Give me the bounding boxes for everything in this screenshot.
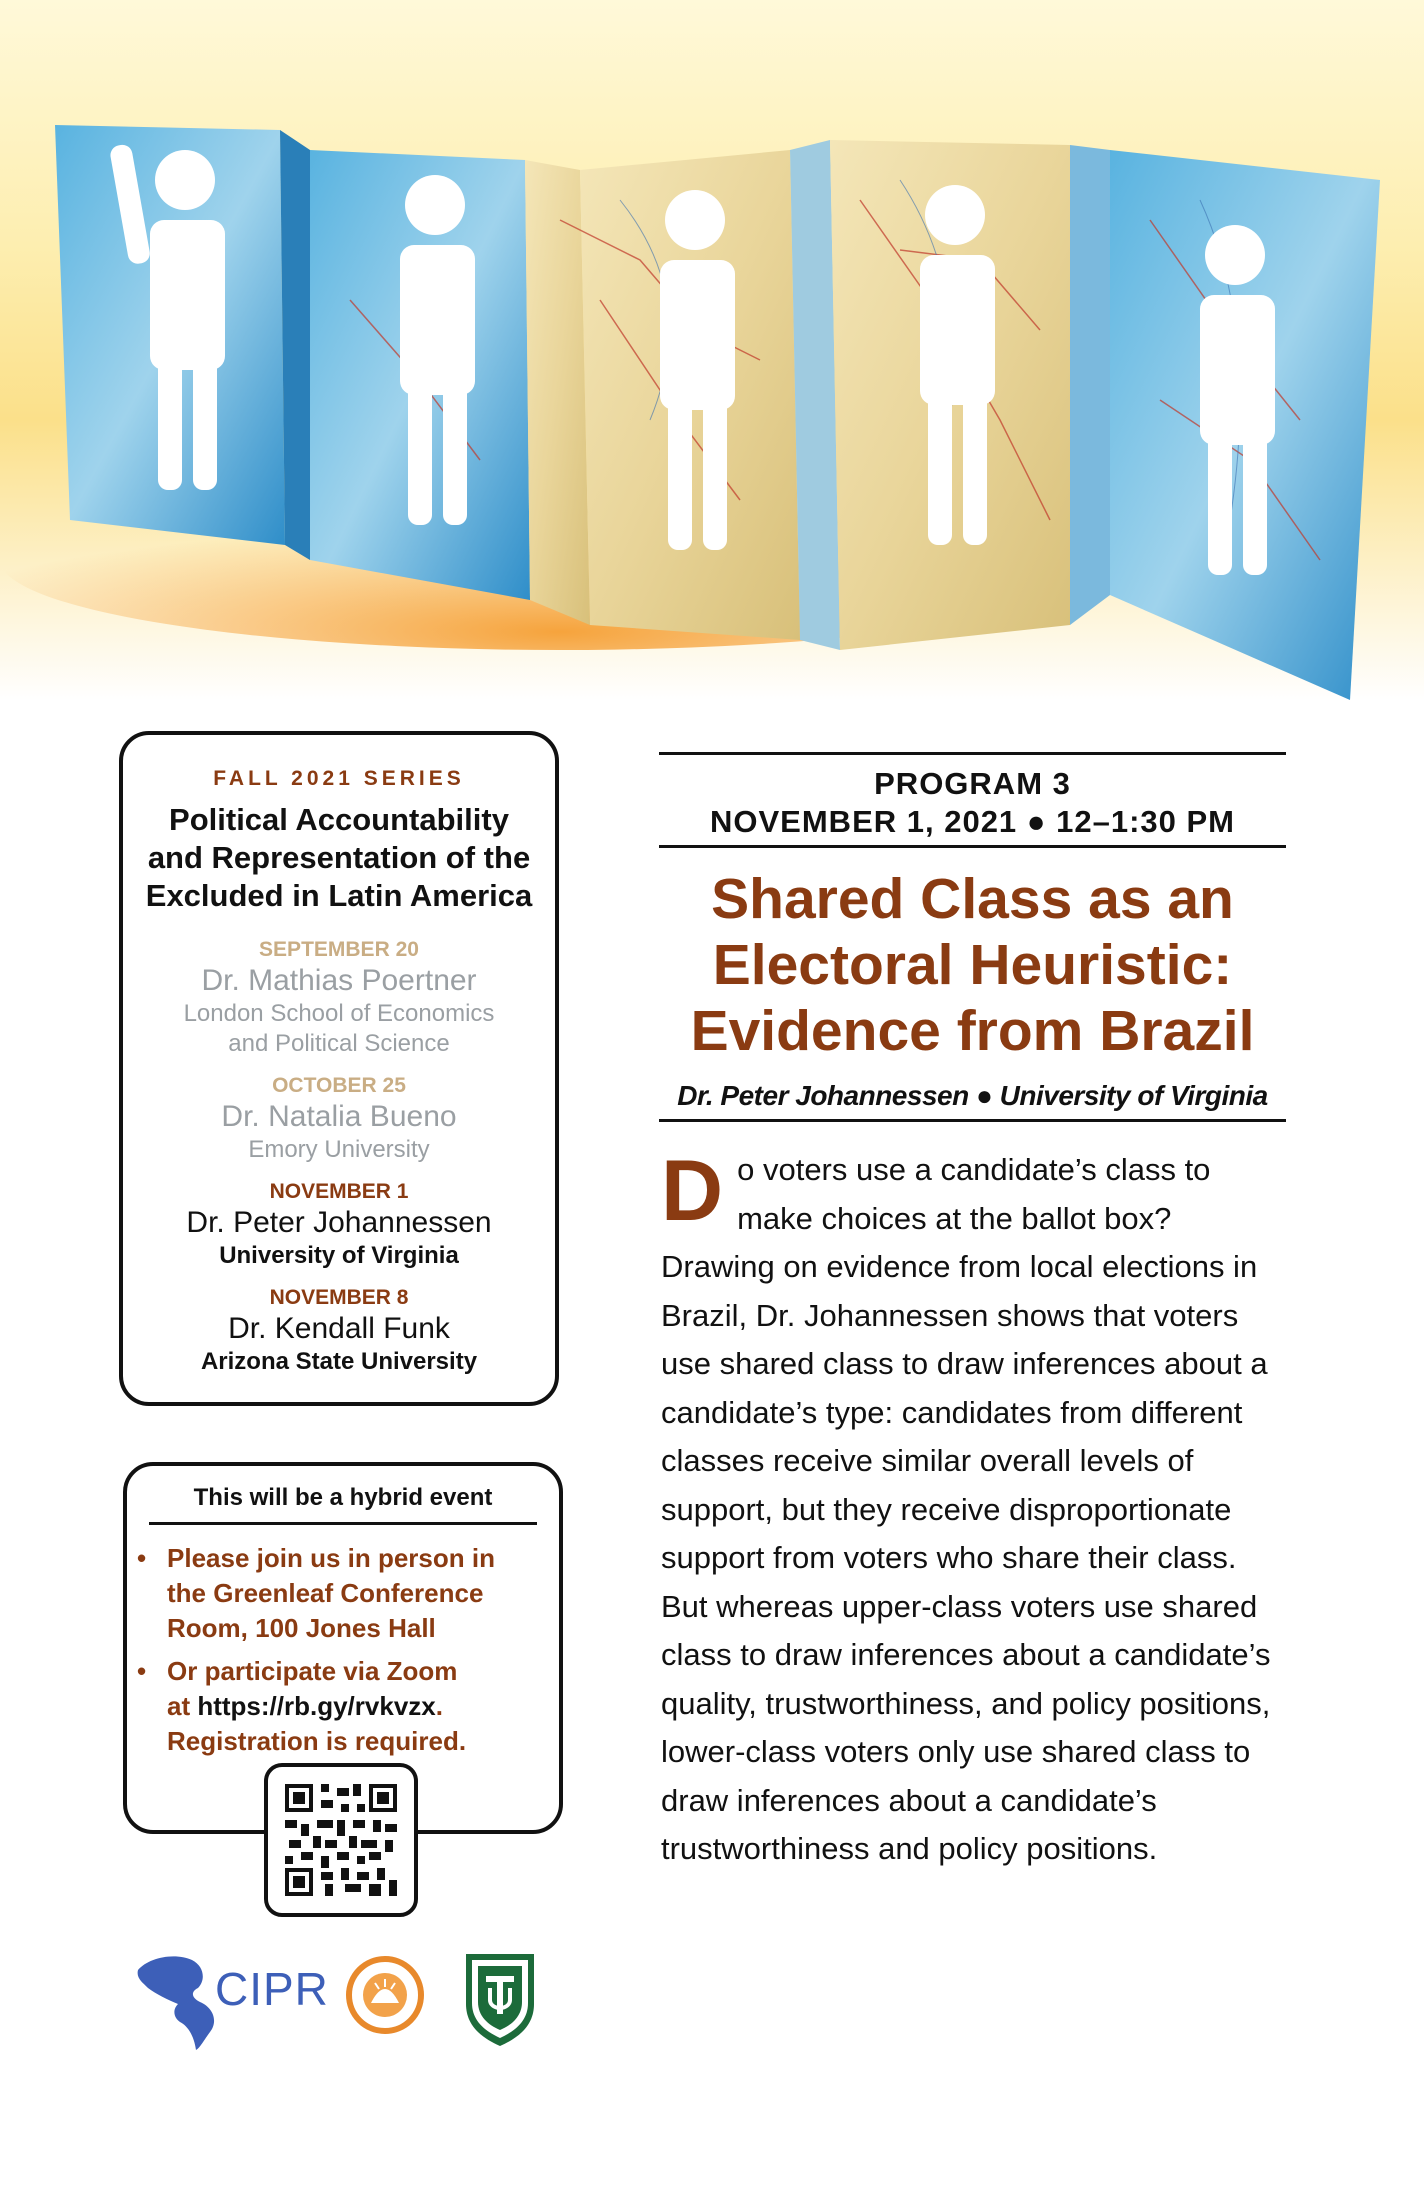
schedule-date: OCTOBER 25 (272, 1074, 406, 1097)
option-line: Room, 100 Jones Hall (167, 1613, 436, 1643)
cipr-logo-text: CIPR (215, 1963, 329, 2015)
hybrid-title: This will be a hybrid event (149, 1484, 537, 1525)
schedule-affiliation: Arizona State University (200, 1348, 478, 1375)
schedule-speaker: Dr. Natalia Bueno (221, 1100, 457, 1133)
option-text: . (435, 1691, 443, 1721)
schedule-date: SEPTEMBER 20 (259, 938, 419, 961)
option-line (167, 1689, 539, 1724)
talk-title-line: Shared Class as an (711, 867, 1234, 931)
schedule-speaker: Dr. Mathias Poertner (201, 964, 477, 997)
hero-illustration (0, 0, 1424, 700)
talk-abstract (661, 1143, 1286, 1874)
qr-code-graphic (285, 1784, 397, 1896)
talk-title-line: Evidence from Brazil (690, 999, 1255, 1063)
schedule-item (123, 1179, 555, 1271)
schedule-date: NOVEMBER 1 (269, 1180, 409, 1203)
drop-cap: D (661, 1143, 724, 1239)
qr-code[interactable] (264, 1763, 418, 1917)
series-title-line: Excluded in Latin America (145, 878, 533, 913)
series-schedule-box (119, 731, 559, 1406)
schedule-affiliation: Emory University (248, 1136, 430, 1163)
schedule-affiliation: University of Virginia (219, 1242, 459, 1269)
stone-center-seal-logo (345, 1955, 425, 2035)
schedule-speaker: Dr. Kendall Funk (228, 1312, 450, 1345)
schedule-item (123, 1073, 555, 1165)
zoom-option (167, 1654, 539, 1759)
option-line: • Or participate via Zoom (167, 1656, 458, 1686)
in-person-option (167, 1541, 539, 1646)
option-line: • Please join us in person in (167, 1543, 495, 1573)
talk-title (659, 866, 1286, 1064)
talk-title-line: Electoral Heuristic: (712, 933, 1233, 997)
option-line: Registration is required. (167, 1726, 467, 1756)
option-text: at (167, 1691, 198, 1721)
folded-map-people-illustration (0, 0, 1424, 700)
schedule-speaker: Dr. Peter Johannessen (186, 1206, 492, 1239)
schedule-date: NOVEMBER 8 (269, 1286, 409, 1309)
schedule-affiliation: and Political Science (228, 1030, 450, 1057)
schedule-item (123, 1285, 555, 1377)
schedule-affiliation: London School of Economics (183, 1000, 495, 1027)
tulane-shield-logo (460, 1948, 540, 2048)
speaker-byline: Dr. Peter Johannessen ● University of Virginia (659, 1080, 1286, 1122)
zoom-link[interactable]: https://rb.gy/rvkvzx (197, 1691, 436, 1721)
program-date: NOVEMBER 1, 2021 ● 12–1:30 PM (710, 804, 1235, 839)
program-header (659, 752, 1286, 848)
schedule-item (123, 937, 555, 1059)
program-label: PROGRAM 3 (874, 766, 1071, 801)
series-title-line: Political Accountability (169, 802, 509, 837)
series-label: FALL 2021 SERIES (213, 767, 465, 790)
attendance-options (127, 1541, 559, 1759)
option-line: the Greenleaf Conference (167, 1578, 484, 1608)
series-title-line: and Representation of the (147, 840, 531, 875)
abstract-text: o voters use a candidate’s class to make choices at the ballot box? Drawing on evidence from local elections in Brazil, Dr. Johannessen shows that voters use shared class to draw inferences about a candidate’s type: candidates from different classes receive similar overall levels of support, but they receive disproportionate support from voters who share their class. But whereas upper-class voters use shared class to draw inferences about a candidate’s quality, trustworthiness, and policy positions, lower-class voters only use shared class to draw inferences about a candidate’s trustworthiness and policy positions. (661, 1152, 1271, 1866)
series-title (123, 801, 555, 915)
